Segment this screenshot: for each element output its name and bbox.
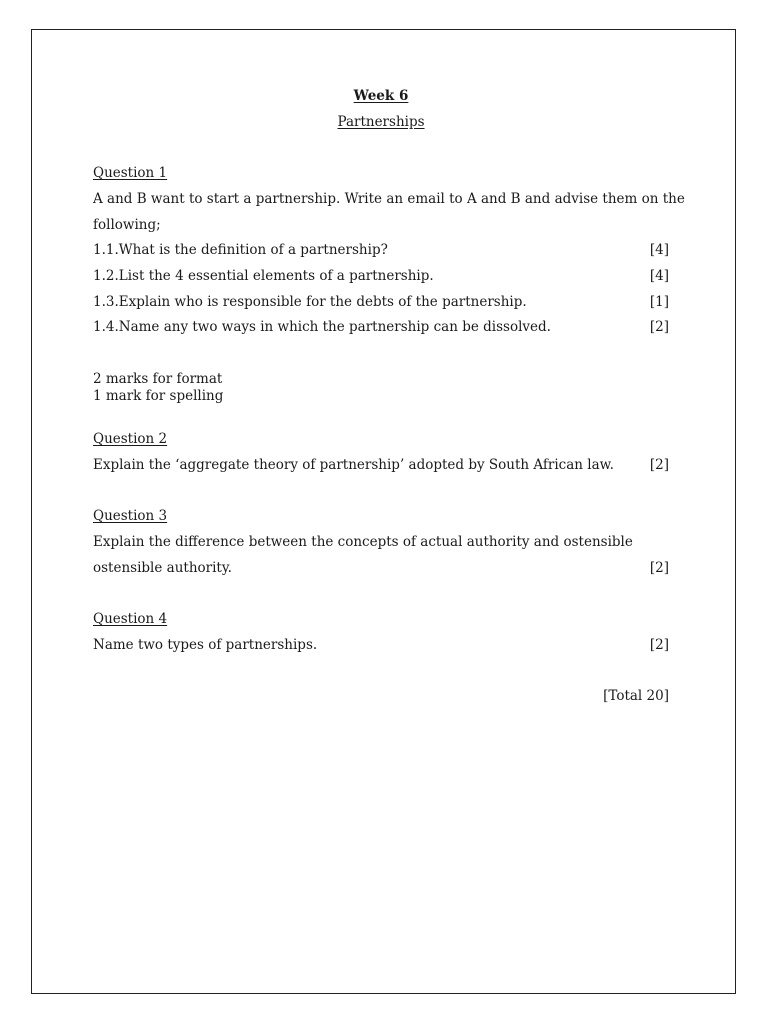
question-1-heading: Question 1 xyxy=(93,165,168,181)
question-4-text-row xyxy=(93,636,669,654)
question-1-item xyxy=(93,293,669,311)
question-3-text-cont: ostensible authority. xyxy=(93,560,232,576)
question-3-text-row xyxy=(93,559,669,577)
question-4-text: Name two types of partnerships. xyxy=(93,637,318,653)
question-1-item xyxy=(93,318,669,336)
question-1-intro: A and B want to start a partnership. Write an email to A and B and advise them on the xyxy=(93,191,685,207)
question-3-heading: Question 3 xyxy=(93,508,168,524)
topic-title: Partnerships xyxy=(337,114,425,130)
item-text: 1.1.What is the definition of a partnership? xyxy=(93,242,388,258)
question-1-item xyxy=(93,267,669,285)
question-2-marks: [2] xyxy=(649,457,669,473)
question-4-marks: [2] xyxy=(649,637,669,653)
question-2-text-row xyxy=(93,456,669,474)
question-2-heading: Question 2 xyxy=(93,431,168,447)
question-1-item xyxy=(93,241,669,259)
item-marks: [1] xyxy=(649,294,669,310)
item-text: 1.4.Name any two ways in which the partnership can be dissolved. xyxy=(93,319,551,335)
item-marks: [4] xyxy=(649,268,669,284)
question-1-intro-cont: following; xyxy=(93,217,161,233)
question-2-text: Explain the ‘aggregate theory of partnership’ adopted by South African law. xyxy=(93,457,614,473)
question-3-marks: [2] xyxy=(649,560,669,576)
item-text: 1.2.List the 4 essential elements of a partnership. xyxy=(93,268,434,284)
format-note: 2 marks for format xyxy=(93,371,223,387)
spelling-note: 1 mark for spelling xyxy=(93,388,224,404)
item-text: 1.3.Explain who is responsible for the debts of the partnership. xyxy=(93,294,527,310)
question-3-text: Explain the difference between the concepts of actual authority and ostensible xyxy=(93,534,633,550)
item-marks: [4] xyxy=(649,242,669,258)
question-4-heading: Question 4 xyxy=(93,611,168,627)
week-title: Week 6 xyxy=(353,88,409,104)
total-marks: [Total 20] xyxy=(603,688,669,704)
item-marks: [2] xyxy=(649,319,669,335)
